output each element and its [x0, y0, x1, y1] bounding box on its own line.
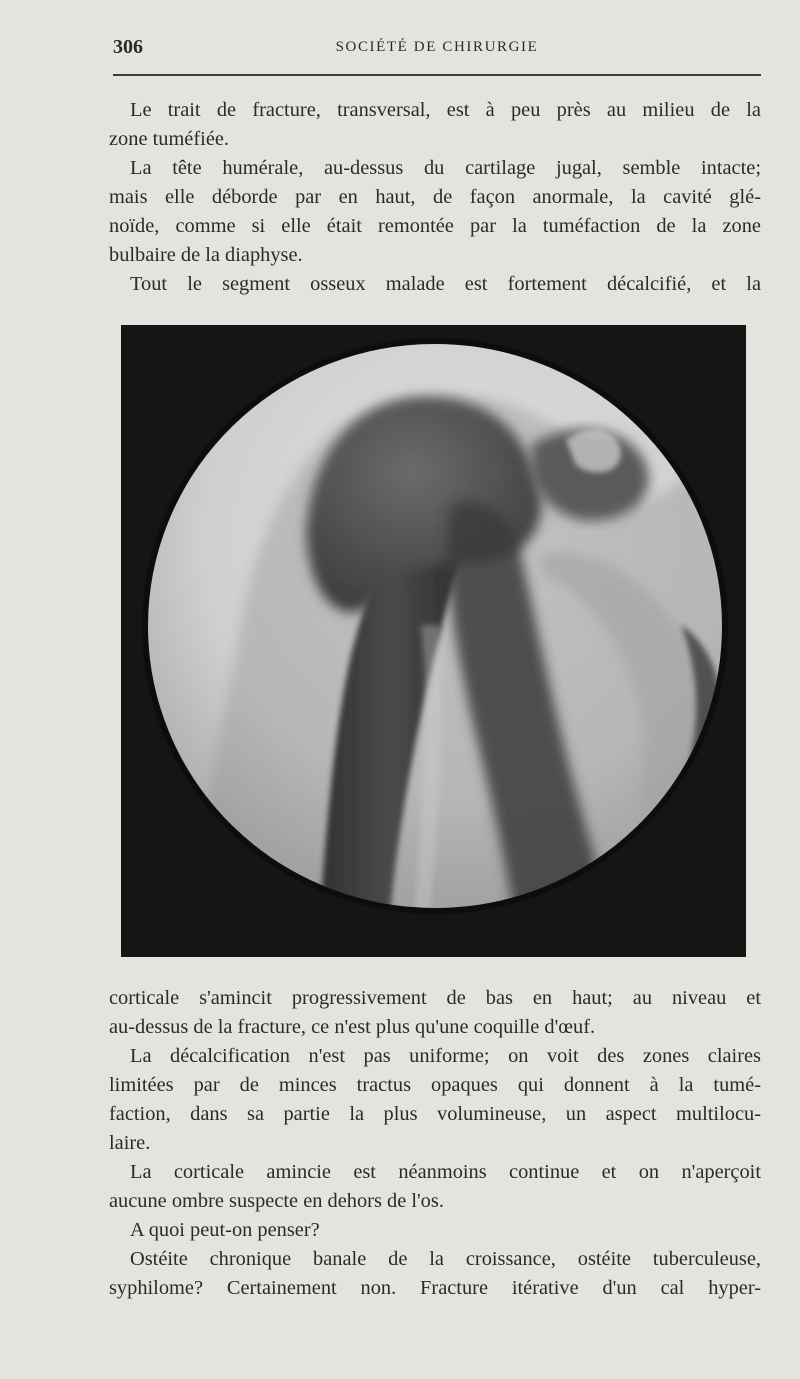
text-before-figure [109, 96, 761, 299]
text-line: limitées par de minces tractus opaques qui donnent à la tumé- [109, 1074, 761, 1096]
radiograph-image [121, 325, 746, 957]
text-line: mais elle déborde par en haut, de façon anormale, la cavité glé- [109, 186, 761, 208]
page-header [113, 34, 761, 62]
page-number: 306 [113, 36, 143, 58]
text-line: syphilome? Certainement non. Fracture itérative d'un cal hyper- [109, 1277, 761, 1299]
text-line: Ostéite chronique banale de la croissance, ostéite tuberculeuse, [130, 1248, 761, 1270]
text-line: bulbaire de la diaphyse. [109, 244, 303, 266]
text-line: faction, dans sa partie la plus volumineuse, un aspect multilocu- [109, 1103, 761, 1125]
text-line: A quoi peut-on penser? [130, 1219, 320, 1241]
text-line: au-dessus de la fracture, ce n'est plus qu'une coquille d'œuf. [109, 1016, 596, 1038]
header-rule [113, 74, 761, 76]
text-line: La décalcification n'est pas uniforme; on voit des zones claires [130, 1045, 761, 1067]
text-line: corticale s'amincit progressivement de bas en haut; au niveau et [109, 987, 761, 1009]
text-line: Tout le segment osseux malade est fortement décalcifié, et la [130, 273, 761, 295]
running-head: SOCIÉTÉ DE CHIRURGIE [335, 39, 539, 55]
text-line: laire. [109, 1132, 151, 1154]
text-after-figure [109, 984, 761, 1303]
text-line: La corticale amincie est néanmoins continue et on n'aperçoit [130, 1161, 761, 1183]
text-line: La tête humérale, au-dessus du cartilage jugal, semble intacte; [130, 157, 761, 179]
text-line: aucune ombre suspecte en dehors de l'os. [109, 1190, 444, 1212]
text-line: zone tuméfiée. [109, 128, 230, 150]
text-line: noïde, comme si elle était remontée par la tuméfaction de la zone [109, 215, 761, 237]
radiograph-figure [121, 325, 746, 957]
text-line: Le trait de fracture, transversal, est à peu près au milieu de la [130, 99, 761, 121]
